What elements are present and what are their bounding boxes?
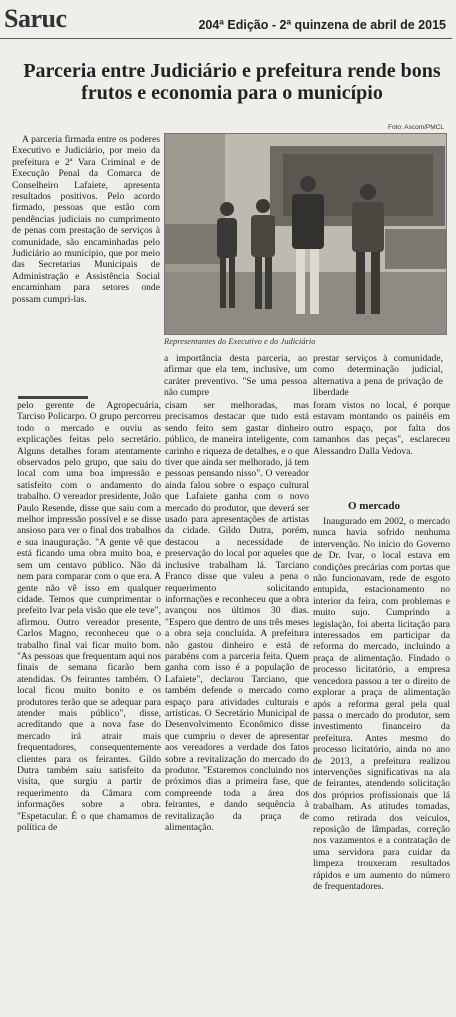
article-column-3-bottom (313, 516, 450, 1013)
column-1-text: pelo gerente de Agropecuária, Tarciso Policarpo. O grupo percorreu todo o mercado e ouviu as explicações feitas pelo secretário. Alguns detalhes foram atentamente observados pelo grupo, que saiu do local com uma boa impressão e satisfeito com o andamento do trabalho. O vereador presidente, João Paulo Resende, disse que saiu com a melhor impressão possível e se disse ansioso para ver o final dos trabalhos e sua inauguração. "A gente vê que está ficando uma obra muito boa, e sem um centavo público. Não dá nem para comparar com o que era. A gente não vê isso em qualquer cidade. Temos que cumprimentar o prefeito Ivar pela visão que ele teve", afirmou. Outro vereador presente, Carlos Magno, reconheceu que o trabalho final vai ficar muito bom. "As pessoas que frequentam aqui nos finais de semana ficarão bem atendidas. Os feirantes também. O local ficou muito bonito e os produtores terão que se adequar para atender mais público", disse, acreditando que a nova fase do mercado irá atrair mais frequentadores, consequentemente clientes para os feirantes. Gildo Dutra também saiu satisfeito da visita, que surgiu a partir de requerimento da Câmara com informações sobre a obra. "Espetacular. É o que chamamos de política de (17, 400, 161, 834)
photo-credit: Foto: Ascom/PMCL (388, 124, 444, 131)
column-3-top-text: foram vistos no local, é porque estavam montando os painéis em outro espaço, por falta dos tamanhos das peças", esclareceu Alessandro Dalla Vedova. (313, 400, 450, 457)
intro-text: A parceria firmada entre os poderes Executivo e Judiciário, por meio da prefeitura e 2ª Vara Criminal e de Execução Penal da Comarca de Conselheiro Lafaiete, apresenta resultados positivos. Pelo acordo firmado, pessoas que estão com pendências judiciais no cumprimento de penas com prestação de serviços à comunidade, são encaminhadas pelo Judiciário ao município, que por meio das Secretarias Municipais de Administração e Assistência Social encaminham para setores onde possam cumpri-las. (12, 134, 160, 305)
article-photo (164, 133, 447, 335)
newspaper-logo: Saruc (4, 4, 67, 33)
right-fragment-text: prestar serviços à comunidade, como determinação judicial, alternativa a pena de privação de liberdade (313, 353, 443, 399)
section-subhead: O mercado (348, 500, 401, 512)
header-rule (0, 38, 452, 39)
photo-caption: Representantes do Executivo e do Judiciário (164, 336, 316, 346)
column-2-text: cisam ser melhoradas, mas precisamos destacar que tudo está sendo feito sem gastar dinheiro público, de maneira inteligente, com carinho e riqueza de detalhes, e o que tiver que ainda ser melhorado, já tem pessoas pensando nisso". O vereador ainda falou sobre o espaço cultural que Lafaiete ganha com o novo mercado do produtor, que deverá ser usado para apresentações de artistas da cidade. Gildo Dutra, porém, destacou a necessidade de preservação do local por aqueles que inclusive trabalham lá. Tarciano Franco disse que valeu a pena o requerimento solicitando informações e reconheceu que a obra avançou nos últimos 30 dias. "Espero que dentro de uns três meses a obra seja concluída. A prefeitura não gastou dinheiro e está de parabéns com a parceria feita. Quem ganha com isso é a população de Lafaiete", declarou Tarciano, que também defende o mercado como espaço para atividades culturais e artísticas. O Secretário Municipal de Desenvolvimento Econômico disse que cumpriu o dever de apresentar aos vereadores a verdade dos fatos sobre a revitalização do mercado do produtor. "Estaremos concluindo nos próximos dias a primeira fase, que compreende toda a área dos feirantes, e dando sequência à revitalização da praça de alimentação. (165, 400, 309, 834)
people-photo-icon (165, 134, 446, 334)
article-column-3-top (313, 400, 450, 495)
column-break-rule (18, 396, 88, 399)
page-header (0, 0, 456, 46)
article-column-1 (17, 400, 161, 1013)
article-intro-column (12, 134, 160, 378)
article-right-fragment (313, 353, 443, 399)
mid-fragment-text: a importância desta parceria, ao afirmar que ela tem, inclusive, um caráter preventivo. "Se uma pessoa não cumpre (164, 353, 307, 399)
article-mid-fragment (164, 353, 307, 399)
article-column-2 (165, 400, 309, 1013)
column-3-bottom-text: Inaugurado em 2002, o mercado nunca havia sofrido nenhuma intervenção. No início do Governo de Dr. Ivar, o local estava em condições precárias com portas que não funcionavam, rede de esgoto entupida, estacionamento no interior da feira, com problemas e muito sujo. Cumprindo a legislação, foi aberta licitação para interessados em participar da reforma do mercado, incluindo a praça de alimentação. Findado o processo licitatório, a empresa vencedora passou a ter o direito de explorar a praça de alimentação após a reforma geral pela qual passa o mercado do produtor, sem investimento financeiro da prefeitura. Antes mesmo do processo licitatório, ainda no ano de 2013, a prefeitura realizou intervenções significativas na ala de feirantes, atendendo solicitação dos próprios profissionais que lá trabalham. As atitudes tomadas, como retirada dos veículos, reposição de lâmpadas, correção nos vazamentos e a contratação de uma servidora para cuidar da limpeza trouxeram resultados rápidos e um aumento do número de frequentadores. (313, 516, 450, 892)
article-headline: Parceria entre Judiciário e prefeitura rende bons frutos e economia para o município (23, 60, 441, 104)
edition-info: 204ª Edição - 2ª quinzena de abril de 2015 (198, 18, 446, 32)
